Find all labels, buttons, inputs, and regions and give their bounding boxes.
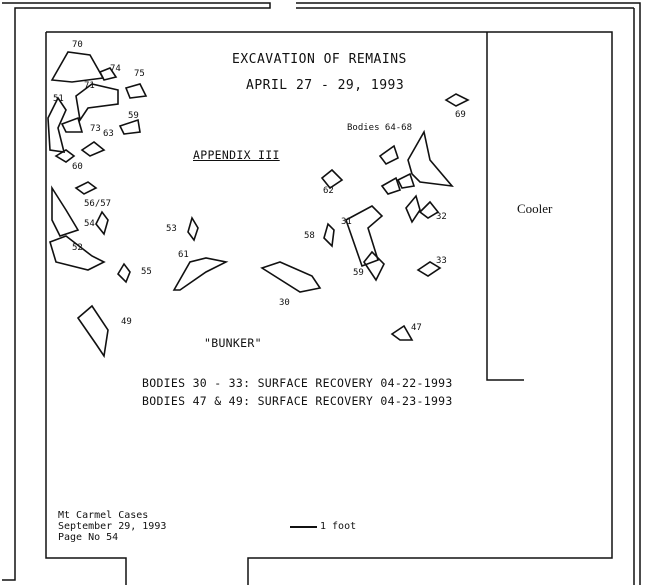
label-33: 33	[436, 256, 447, 266]
bunker-label: "BUNKER"	[204, 336, 262, 350]
label-70: 70	[72, 40, 83, 50]
label-58: 58	[304, 231, 315, 241]
recovery-note-1: BODIES 30 - 33: SURFACE RECOVERY 04-22-1993	[142, 376, 453, 390]
body-outline-54	[96, 212, 108, 234]
recovery-note-2: BODIES 47 & 49: SURFACE RECOVERY 04-23-1993	[142, 394, 453, 408]
label-62: 62	[323, 186, 334, 196]
body-outline-71	[76, 84, 118, 120]
body-outline-6468c	[382, 178, 400, 194]
label-30: 30	[279, 298, 290, 308]
body-outline-6468b	[408, 132, 452, 186]
label-60: 60	[72, 162, 83, 172]
label-31: 31	[341, 217, 352, 227]
bodies-group-label: Bodies 64-68	[347, 123, 413, 133]
date-range: APRIL 27 - 29, 1993	[246, 78, 405, 93]
body-outline-59a	[120, 120, 140, 134]
footer-line-2: September 29, 1993	[58, 521, 167, 532]
label-61: 61	[178, 250, 189, 260]
label-75: 75	[134, 69, 145, 79]
label-71: 71	[84, 81, 95, 91]
body-outline-49	[78, 306, 108, 356]
body-outline-61	[174, 258, 226, 290]
body-outline-56big	[52, 188, 78, 236]
body-outline-59b	[364, 252, 384, 280]
label-59a: 59	[128, 111, 139, 121]
scale-label: 1 foot	[320, 521, 357, 532]
body-outline-32a	[406, 196, 420, 222]
label-5657: 56/57	[84, 199, 112, 209]
label-63: 63	[103, 129, 114, 139]
label-54: 54	[84, 219, 95, 229]
label-69: 69	[455, 110, 466, 120]
label-52: 52	[72, 243, 83, 253]
body-outline-6468a	[380, 146, 398, 164]
label-55: 55	[141, 267, 152, 277]
appendix-label: APPENDIX III	[193, 148, 280, 162]
body-outline-6468d	[398, 174, 414, 188]
body-outline-63	[82, 142, 104, 156]
label-53: 53	[166, 224, 177, 234]
body-outline-5657	[76, 182, 96, 194]
footer-line-1: Mt Carmel Cases	[58, 510, 149, 521]
footer-line-3: Page No 54	[58, 532, 119, 543]
label-73: 73	[90, 124, 101, 134]
body-outline-47	[392, 326, 412, 340]
label-74: 74	[110, 64, 121, 74]
cooler-label: Cooler	[517, 201, 553, 216]
label-51: 51	[53, 94, 64, 104]
label-59b: 59	[353, 268, 364, 278]
body-outline-58	[324, 224, 334, 246]
label-47: 47	[411, 323, 422, 333]
body-outline-73	[62, 118, 82, 132]
body-outline-75	[126, 84, 146, 98]
body-outline-70	[52, 52, 103, 82]
body-outline-30	[262, 262, 320, 292]
label-32: 32	[436, 212, 447, 222]
body-outline-53	[188, 218, 198, 240]
body-outline-52	[50, 236, 104, 270]
body-outline-55	[118, 264, 130, 282]
label-49: 49	[121, 317, 132, 327]
body-outline-69	[446, 94, 468, 106]
page-title: EXCAVATION OF REMAINS	[232, 52, 407, 67]
